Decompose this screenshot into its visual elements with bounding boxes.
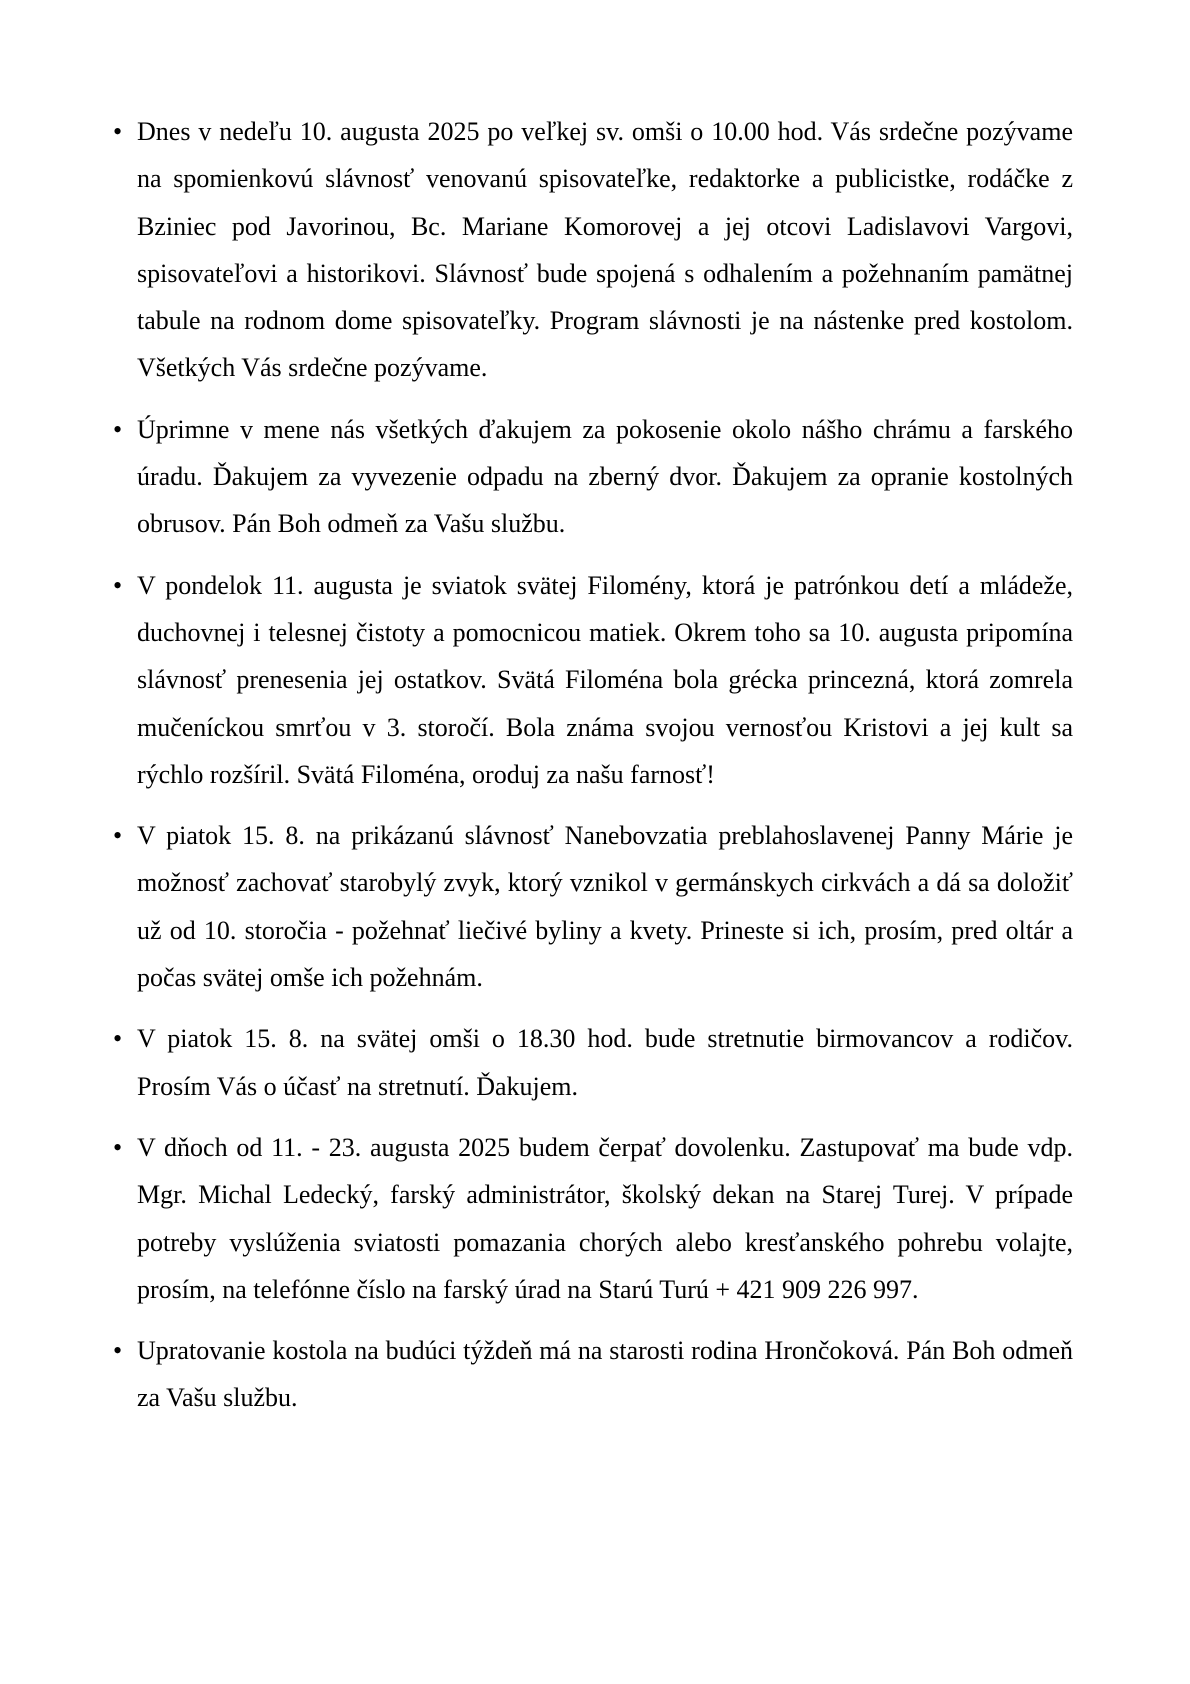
announcement-text: Dnes v nedeľu 10. augusta 2025 po veľkej sv. omši o 10.00 hod. Vás srdečne pozývame na spomienkovú slávnosť venovanú spisovateľke, redaktorke a publicistke, rodáčke z Bziniec pod Javorinou, Bc. Mariane Komorovej a jej otcovi Ladislavovi Vargovi, spisovateľovi a historikovi. Slávnosť bude spojená s odhalením a požehnaním pamätnej tabule na rodnom dome spisovateľky. Program slávnosti je na nástenke pred kostolom. Všetkých Vás srdečne pozývame. (137, 117, 1073, 383)
announcement-item (113, 812, 1073, 1001)
bullet-icon: • (113, 821, 123, 851)
bullet-icon: • (113, 117, 123, 146)
announcement-text: V pondelok 11. augusta je sviatok svätej Filomény, ktorá je patrónkou detí a mládeže, duchovnej i telesnej čistoty a pomocnicou matiek. Okrem toho sa 10. augusta pripomína slávnosť prenesenia jej ostatkov. Svätá Filoména bola grécka princezná, ktorá zomrela mučeníckou smrťou v 3. storočí. Bola známa svojou vernosťou Kristovi a jej kult sa rýchlo rozšíril. Svätá Filoména, oroduj za našu farnosť! (137, 570, 1073, 789)
bullet-icon: • (113, 1024, 123, 1054)
announcement-item (113, 1327, 1073, 1422)
announcement-text: V piatok 15. 8. na prikázanú slávnosť Nanebovzatia preblahoslavenej Panny Márie je možnosť zachovať starobylý zvyk, ktorý vznikol v germánskych cirkvách a dá sa doložiť už od 10. storočia - požehnať liečivé byliny a kvety. Prineste si ich, prosím, pred oltár a počas svätej omše ich požehnám. (137, 821, 1073, 993)
bullet-icon: • (113, 414, 123, 444)
announcement-text: V piatok 15. 8. na svätej omši o 18.30 hod. bude stretnutie birmovancov a rodičov. Prosím Vás o účasť na stretnutí. Ďakujem. (137, 1024, 1073, 1101)
announcement-list (113, 108, 1073, 1436)
announcement-text: Upratovanie kostola na budúci týždeň má na starosti rodina Hrončoková. Pán Boh odmeň za Vašu službu. (137, 1336, 1073, 1413)
announcement-item (113, 108, 1073, 392)
bullet-icon: • (113, 1132, 123, 1162)
announcement-item (113, 1015, 1073, 1110)
announcement-item (113, 1124, 1073, 1313)
bullet-icon: • (113, 570, 123, 600)
announcement-text: Úprimne v mene nás všetkých ďakujem za pokosenie okolo nášho chrámu a farského úradu. Ďakujem za vyvezenie odpadu na zberný dvor. Ďakujem za opranie kostolných obrusov. Pán Boh odmeň za Vašu službu. (137, 414, 1073, 539)
announcement-text: V dňoch od 11. - 23. augusta 2025 budem čerpať dovolenku. Zastupovať ma bude vdp. Mgr. Michal Ledecký, farský administrátor, školský dekan na Starej Turej. V prípade potreby vyslúženia sviatosti pomazania chorých alebo kresťanského pohrebu volajte, prosím, na telefónne číslo na farský úrad na Starú Turú + 421 909 226 997. (137, 1132, 1073, 1304)
announcement-item (113, 406, 1073, 548)
announcement-item (113, 562, 1073, 798)
bullet-icon: • (113, 1336, 123, 1366)
